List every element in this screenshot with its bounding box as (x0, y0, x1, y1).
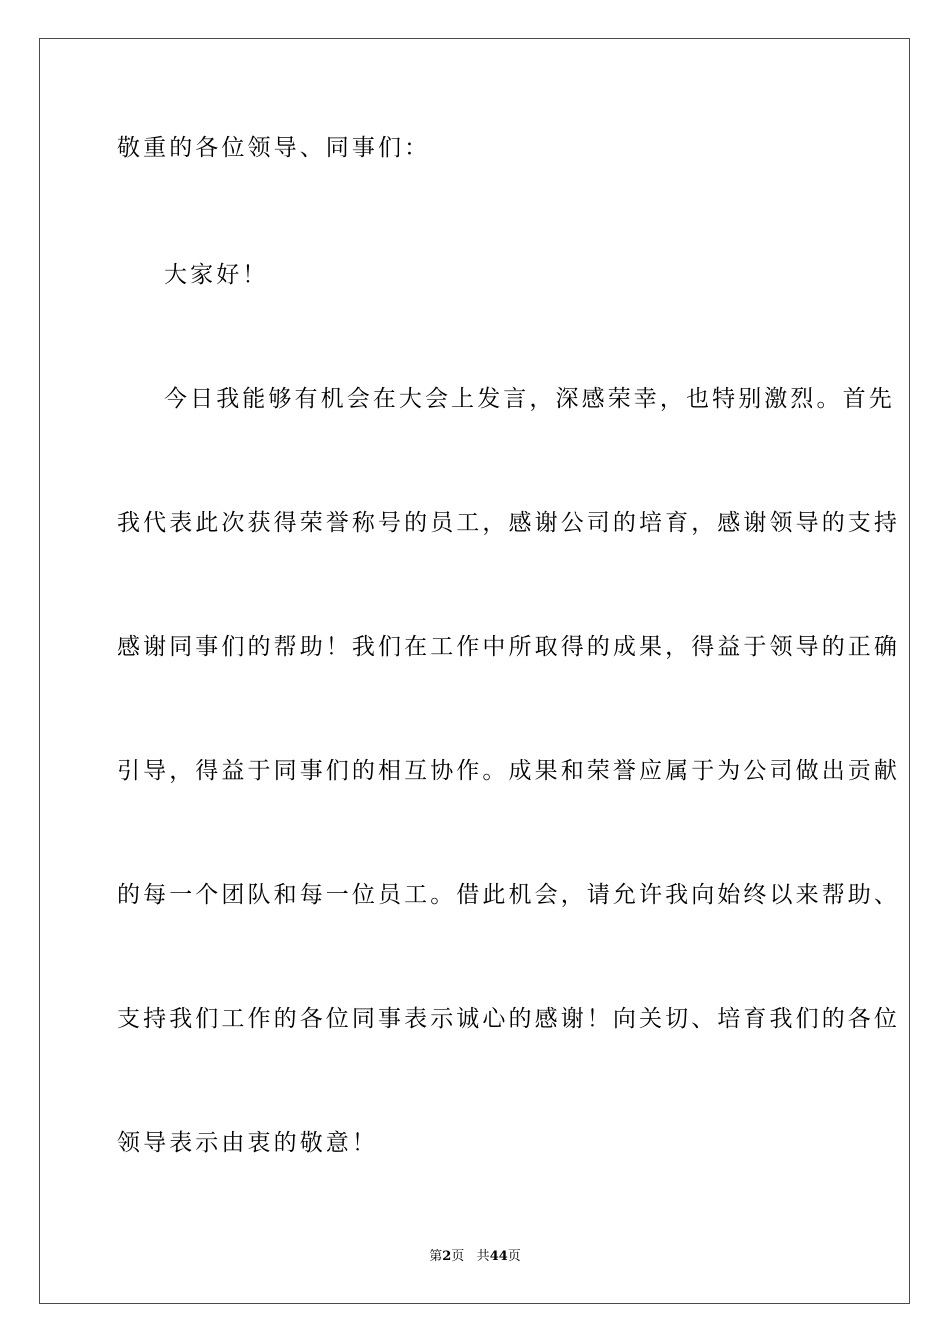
paragraph-line: 的每一个团队和每一位员工。借此机会，请允许我向始终以来帮助、 (117, 882, 900, 908)
page-suffix: 页 (451, 1249, 465, 1264)
total-suffix: 页 (507, 1249, 521, 1264)
greeting: 大家好！ (164, 262, 269, 288)
paragraph-line: 领导表示由衷的敬意！ (117, 1130, 378, 1156)
paragraph-line: 引导，得益于同事们的相互协作。成果和荣誉应属于为公司做出贡献 (117, 758, 900, 784)
paragraph-line: 我代表此次获得荣誉称号的员工，感谢公司的培育，感谢领导的支持 (117, 510, 900, 536)
page-border (39, 38, 910, 1304)
paragraph-line: 感谢同事们的帮助！我们在工作中所取得的成果，得益于领导的正确 (117, 634, 900, 660)
page-number: 2 (442, 1249, 452, 1264)
total-pages: 44 (489, 1249, 508, 1264)
salutation: 敬重的各位领导、同事们： (117, 135, 431, 161)
paragraph-line: 支持我们工作的各位同事表示诚心的感谢！向关切、培育我们的各位 (117, 1006, 900, 1032)
page-footer (0, 1248, 950, 1266)
total-prefix: 共 (476, 1249, 490, 1264)
page-prefix: 第 (429, 1249, 443, 1264)
paragraph-line: 今日我能够有机会在大会上发言，深感荣幸，也特别激烈。首先 (164, 386, 895, 412)
